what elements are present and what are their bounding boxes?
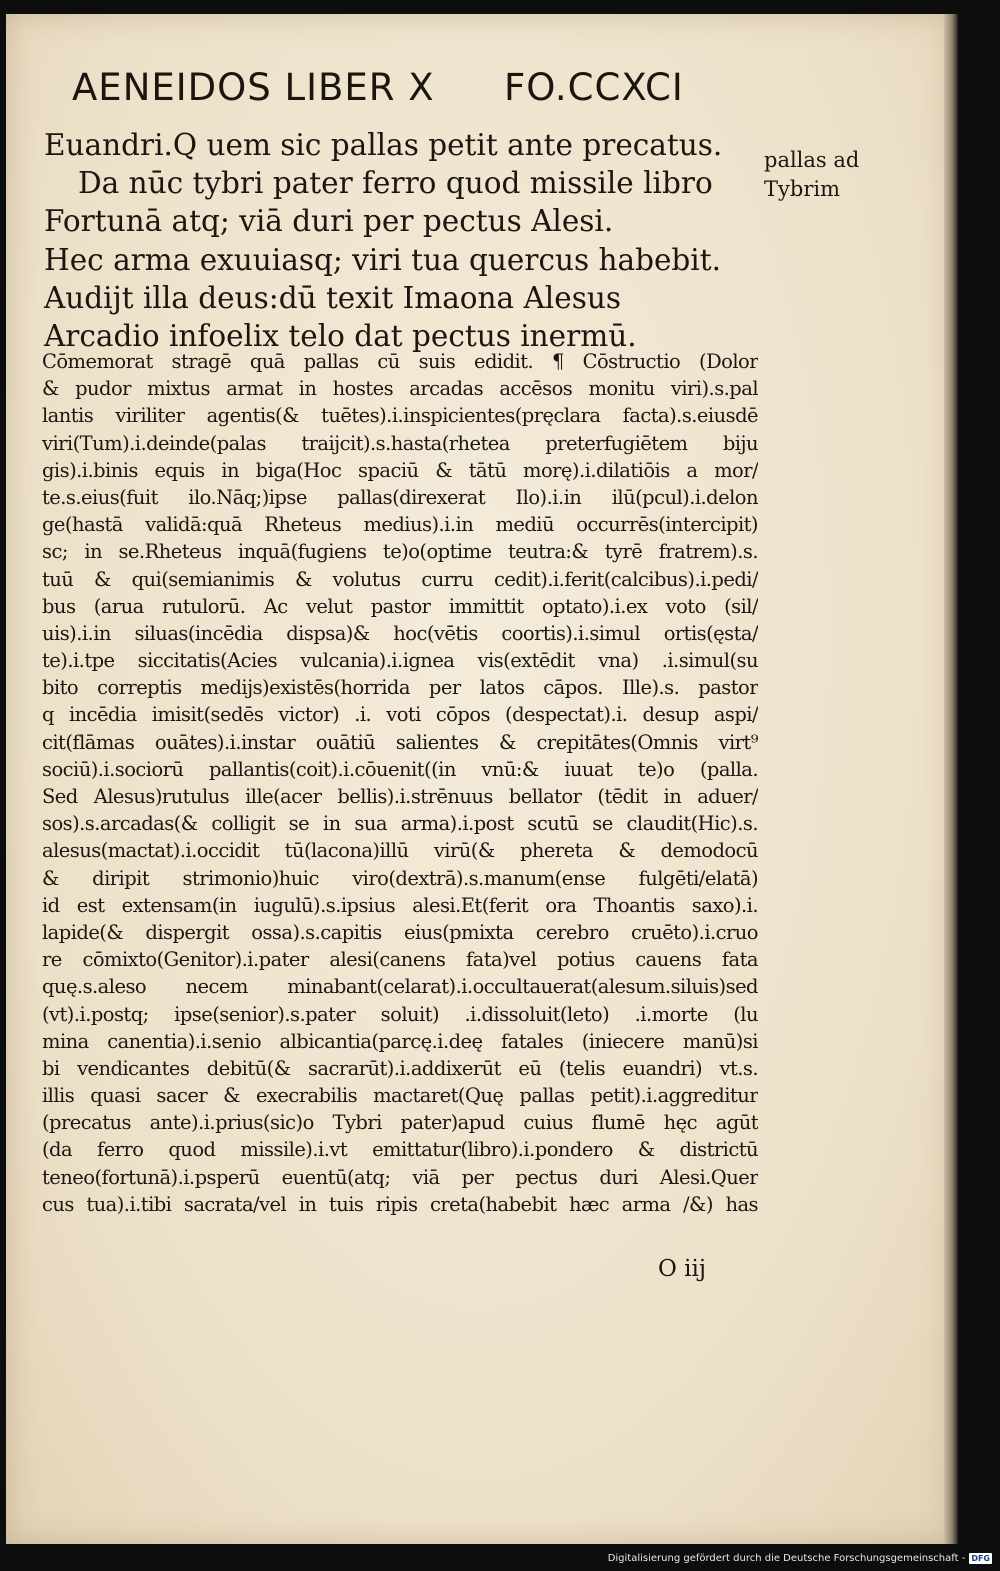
- commentary-line: te).i.tpe siccitatis(Acies vulcania).i.ignea vis(extēdit vna) .i.simul(su: [42, 649, 758, 673]
- signature-mark: O iij: [658, 1256, 707, 1282]
- commentary-line: viri(Tum).i.deinde(palas traijcit).s.hasta(rhetea preterfugiētem biju: [42, 431, 758, 455]
- running-title: AENEIDOS LIBER X: [72, 66, 435, 109]
- verse-line: Fortunā atq; viā duri per pectus Alesi.: [44, 204, 614, 239]
- verse-line: Da nūc tybri pater ferro quod missile libro: [78, 166, 713, 201]
- commentary-line: bus (arua rutulorū. Ac velut pastor immittit optato).i.ex voto (sil/: [42, 594, 758, 618]
- commentary-line: sc; in se.Rheteus inquā(fugiens te)o(optime teutra:& tyrē fratrem).s.: [42, 540, 758, 564]
- commentary-line: mina canentia).i.senio albicantia(parcę.i.deę fatales (iniecere manū)si: [42, 1029, 758, 1053]
- commentary-line: Cōmemorat stragē quā pallas cū suis edidit. ¶ Cōstructio (Dolor: [42, 350, 758, 373]
- commentary-line: sociū).i.sociorū pallantis(coit).i.cōuenit((in vnū:& iuuat te)o (palla.: [42, 757, 758, 781]
- marginal-note: [764, 146, 859, 204]
- commentary-line: bito correptis medijs)existēs(horrida per latos cāpos. Ille).s. pastor: [42, 676, 758, 700]
- commentary-block: [42, 348, 758, 1218]
- commentary-line: & pudor mixtus armat in hostes arcadas accēsos monitu viri).s.pal: [42, 377, 758, 401]
- commentary-line: q incēdia imisit(sedēs victor) .i. voti cōpos (despectat).i. desup aspi/: [42, 703, 758, 727]
- commentary-line: id est extensam(in iugulū).s.ipsius alesi.Et(ferit ora Thoantis saxo).i.: [42, 893, 758, 917]
- commentary-line: tuū & qui(semianimis & volutus curru cedit).i.ferit(calcibus).i.pedi/: [42, 567, 758, 591]
- verse-block: [44, 126, 724, 355]
- commentary-line: teneo(fortunā).i.psperū euentū(atq; viā per pectus duri Alesi.Quer: [42, 1165, 758, 1189]
- verse-line: Arcadio infoelix telo dat pectus inermū.: [44, 318, 637, 353]
- commentary-line: alesus(mactat).i.occidit tū(lacona)illū virū(& phereta & demodocū: [42, 839, 758, 863]
- commentary-line: gis).i.binis equis in biga(Hoc spaciū & tātū morę).i.dilatiōis a mor/: [42, 458, 758, 482]
- commentary-line: re cōmixto(Genitor).i.pater alesi(canens fata)vel potius cauens fata: [42, 948, 758, 972]
- commentary-line: ge(hastā validā:quā Rheteus medius).i.in mediū occurrēs(intercipit): [42, 513, 758, 537]
- marginal-line: Tybrim: [764, 177, 840, 201]
- digitization-footer: [608, 1553, 992, 1564]
- commentary-line: te.s.eius(fuit ilo.Nāq;)ipse pallas(direxerat Ilo).i.in ilū(pcul).i.delon: [42, 485, 758, 509]
- commentary-line: lantis viriliter agentis(& tuētes).i.inspicientes(pręclara facta).s.eiusdē: [42, 404, 758, 428]
- commentary-line: lapide(& dispergit ossa).s.capitis eius(pmixta cerebro cruēto).i.cruo: [42, 920, 758, 944]
- marginal-line: pallas ad: [764, 148, 860, 172]
- running-header: [72, 66, 684, 109]
- verse-line: Euandri.Q uem sic pallas petit ante precatus.: [44, 128, 723, 162]
- commentary-line: bi vendicantes debitū(& sacrarūt).i.addixerūt eū (telis euandri) vt.s.: [42, 1056, 758, 1080]
- commentary-line: (da ferro quod missile).i.vt emittatur(libro).i.pondero & districtū: [42, 1138, 758, 1162]
- commentary-line: uis).i.in siluas(incēdia dispsa)& hoc(vētis coortis).i.simul ortis(ęsta/: [42, 621, 758, 645]
- verse-line: Audijt illa deus:dū texit Imaona Alesus: [44, 280, 621, 315]
- folio-number: FO.CCXCI: [504, 66, 684, 109]
- page-edge: [944, 14, 958, 1544]
- commentary-line: cus tua).i.tibi sacrata/vel in tuis ripis creta(habebit hæc arma /&) has: [42, 1192, 758, 1216]
- commentary-line: sos).s.arcadas(& colligit se in sua arma).i.post scutū se claudit(Hic).s.: [42, 812, 758, 836]
- commentary-line: (vt).i.postq; ipse(senior).s.pater soluit) .i.dissoluit(leto) .i.morte (lu: [42, 1002, 758, 1026]
- footer-credit: Digitalisierung gefördert durch die Deutsche Forschungsgemeinschaft -: [607, 1553, 966, 1564]
- commentary-line: (precatus ante).i.prius(sic)o Tybri pater)apud cuius flumē hęc agūt: [42, 1111, 758, 1135]
- commentary-line: cit(flāmas ouātes).i.instar ouātiū salientes & crepitātes(Omnis virt⁹: [42, 730, 758, 754]
- commentary-line: & diripit strimonio)huic viro(dextrā).s.manum(ense fulgēti/elatā): [42, 866, 758, 890]
- dfg-logo-icon: DFG: [971, 1554, 990, 1563]
- verse-line: Hec arma exuuiasq; viri tua quercus habebit.: [44, 242, 721, 277]
- commentary-line: illis quasi sacer & execrabilis mactaret(Quę pallas petit).i.aggreditur: [42, 1084, 758, 1108]
- commentary-line: quę.s.aleso necem minabant(celarat).i.occultauerat(alesum.siluis)sed: [42, 975, 758, 999]
- commentary-line: Sed Alesus)rutulus ille(acer bellis).i.strēnuus bellator (tēdit in aduer/: [42, 785, 758, 808]
